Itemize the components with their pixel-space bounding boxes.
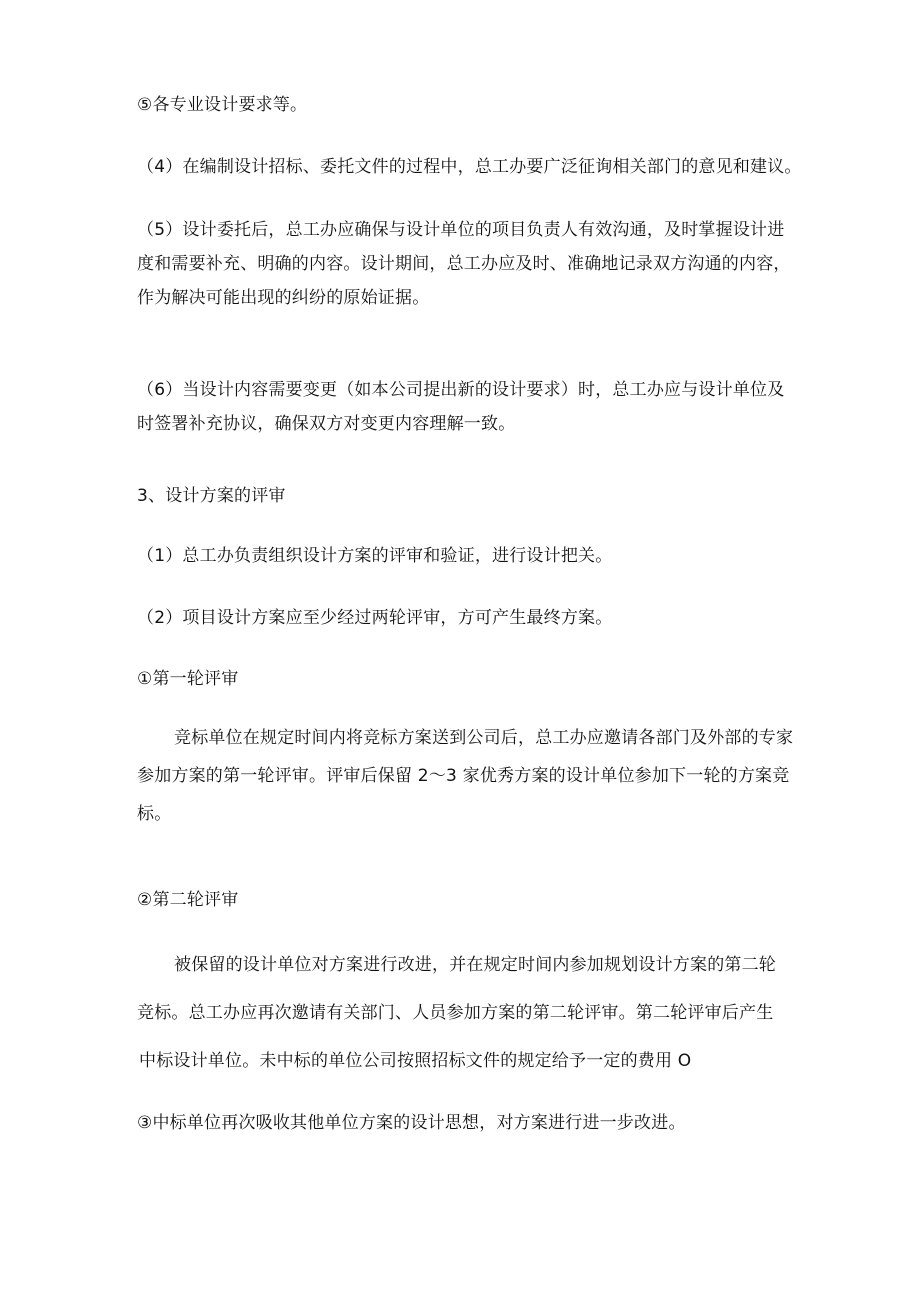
round-1-line-2: 参加方案的第一轮评审。评审后保留 2～3 家优秀方案的设计单位参加下一轮的方案竞 [137, 766, 790, 786]
section-3-item-1: （1）总工办负责组织设计方案的评审和验证，进行设计把关。 [137, 546, 613, 566]
round-2-line-2: 竞标。总工办应再次邀请有关部门、人员参加方案的第二轮评审。第二轮评审后产生 [137, 1003, 774, 1023]
round-1-heading: ①第一轮评审 [137, 669, 239, 689]
paragraph-5-line-2: 度和需要补充、明确的内容。设计期间，总工办应及时、准确地记录双方沟通的内容， [137, 254, 791, 274]
round-1-line-1: 竞标单位在规定时间内将竞标方案送到公司后，总工办应邀请各部门及外部的专家 [174, 728, 794, 748]
paragraph-4: （4）在编制设计招标、委托文件的过程中，总工办要广泛征询相关部门的意见和建议。 [137, 157, 802, 177]
round-2-line-1: 被保留的设计单位对方案进行改进，并在规定时间内参加规划设计方案的第二轮 [174, 955, 776, 975]
paragraph-5-line-3: 作为解决可能出现的纠纷的原始证据。 [137, 288, 430, 308]
round-2-line-3: 中标设计单位。未中标的单位公司按照招标文件的规定给予一定的费用 O [139, 1051, 692, 1071]
round-2-heading: ②第二轮评审 [137, 890, 239, 910]
paragraph-5-line-1: （5）设计委托后，总工办应确保与设计单位的项目负责人有效沟通，及时掌握设计进 [137, 220, 785, 240]
paragraph-6-line-2: 时签署补充协议，确保双方对变更内容理解一致。 [137, 414, 516, 434]
item-3-winning-bidder: ③中标单位再次吸收其他单位方案的设计思想，对方案进行进一步改进。 [137, 1113, 686, 1133]
paragraph-6-line-1: （6）当设计内容需要变更（如本公司提出新的设计要求）时，总工办应与设计单位及 [137, 380, 785, 400]
section-3-heading: 3、设计方案的评审 [137, 486, 286, 506]
item-5-design-requirements: ⑤各专业设计要求等。 [137, 95, 308, 115]
round-1-line-3: 标。 [137, 804, 172, 824]
section-3-item-2: （2）项目设计方案应至少经过两轮评审，方可产生最终方案。 [137, 608, 613, 628]
paragraph-6 [137, 373, 797, 441]
round-1-text [137, 721, 797, 831]
paragraph-5 [137, 213, 797, 315]
round-2-text [137, 948, 797, 1078]
